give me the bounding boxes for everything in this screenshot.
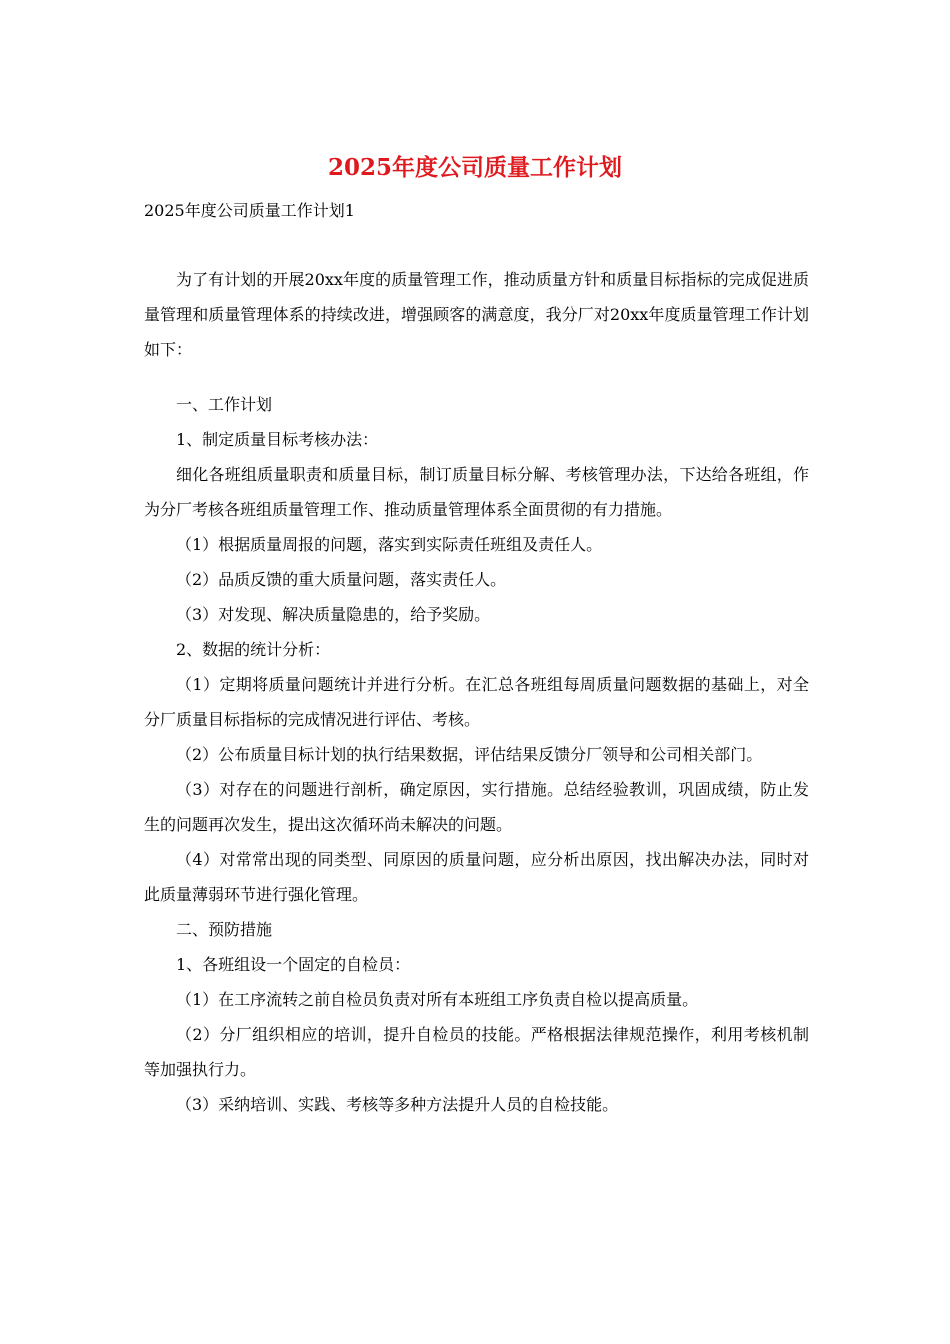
list-item: （2）品质反馈的重大质量问题，落实责任人。 <box>176 570 507 589</box>
list-item <box>144 842 809 912</box>
item-heading: 2、数据的统计分析： <box>176 640 331 659</box>
text-line: 细化各班组质量职责和质量目标，制订质量目标分解、考核管理办法，下 <box>176 465 696 484</box>
paragraph-gap <box>144 367 809 387</box>
text-line: 的基础上，对全分厂质量目标指标的完成情况进行评估、考核。 <box>144 675 809 729</box>
text-line: 达给各班组，作为分厂考核各班组质量管理工作、推动质量管理体系全面贯彻 <box>144 465 809 519</box>
text-line: 利用考核机制等加强执行力。 <box>144 1025 809 1079</box>
text-line: （2）公布质量目标计划的执行结果数据，评估结果反馈分厂领导和公司 <box>176 745 683 764</box>
section-heading: 二、预防措施 <box>176 920 273 939</box>
text-line: 指标的完成促进质量管理和质量管理体系的持续改进，增强顾客的满意度，我 <box>144 270 809 324</box>
list-item: （3）对发现、解决质量隐患的，给予奖励。 <box>176 605 491 624</box>
section-heading: 一、工作计划 <box>176 395 273 414</box>
text-line: （4）对常常出现的同类型、同原因的质量问题，应分析出原因，找出解 <box>176 850 695 869</box>
text-line: （1）在工序流转之前自检员负责对所有本班组工序负责自检以提高质量。 <box>176 990 699 1009</box>
list-item: （1）根据质量周报的问题，落实到实际责任班组及责任人。 <box>176 535 603 554</box>
list-item <box>144 982 809 1017</box>
list-item <box>144 667 809 737</box>
item-heading: 1、各班组设一个固定的自检员： <box>176 955 411 974</box>
text-line: 决办法，同时对此质量薄弱环节进行强化管理。 <box>144 850 809 904</box>
document-subtitle: 2025年度公司质量工作计划1 <box>144 201 355 220</box>
text-line: （3）对存在的问题进行剖析，确定原因，实行措施。总结经验教训，巩 <box>176 780 695 799</box>
document-title: 2025年度公司质量工作计划 <box>327 154 622 181</box>
intro-paragraph <box>144 262 809 367</box>
item-heading: 1、制定质量目标考核办法： <box>176 430 379 449</box>
list-item <box>144 737 809 772</box>
text-line: 为了有计划的开展20xx年度的质量管理工作，推动质量方针和质量目标 <box>176 270 681 289</box>
text-line: 分厂对20xx年度质量管理工作计划如下： <box>144 305 809 359</box>
text-line: 的有力措施。 <box>576 500 673 519</box>
list-item <box>144 1087 809 1122</box>
document-body <box>144 262 809 1122</box>
text-line: 相关部门。 <box>682 745 763 764</box>
text-line: （1）定期将质量问题统计并进行分析。在汇总各班组每周质量问题数据 <box>176 675 695 694</box>
list-item <box>144 772 809 842</box>
text-line: （2）分厂组织相应的培训，提升自检员的技能。严格根据法律规范操作， <box>176 1025 712 1044</box>
text-line: （3）采纳培训、实践、考核等多种方法提升人员的自检技能。 <box>176 1095 619 1114</box>
text-line: 固成绩，防止发生的问题再次发生，提出这次循环尚未解决的问题。 <box>144 780 809 834</box>
paragraph <box>144 457 809 527</box>
list-item <box>144 1017 809 1087</box>
